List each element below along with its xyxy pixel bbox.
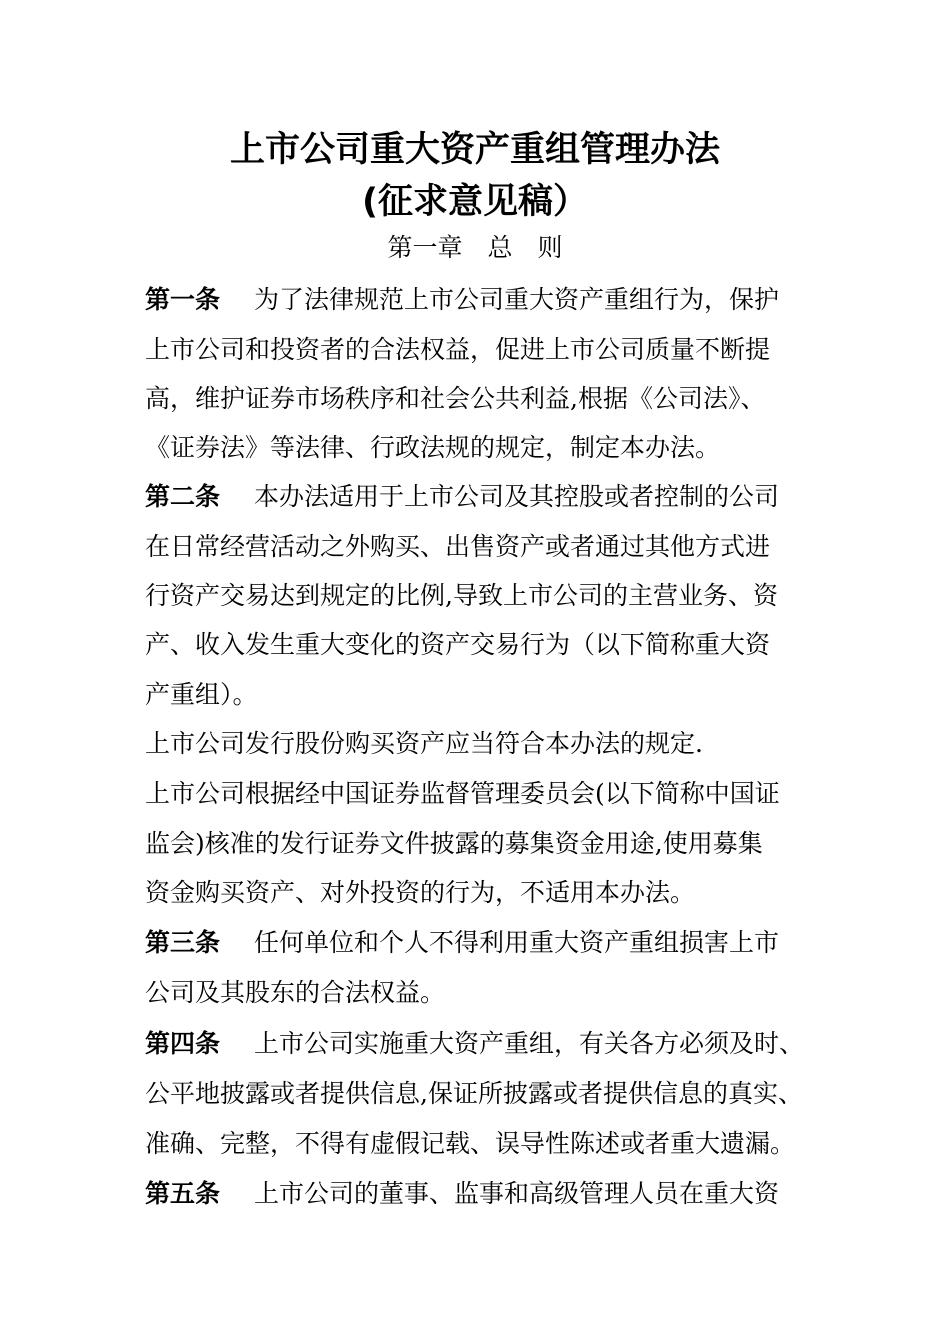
- paragraph-text: 上市公司的董事、监事和高级管理人员在重大资: [254, 1179, 780, 1208]
- article-2-label: 第二条: [145, 482, 221, 511]
- paragraph-text: 本办法适用于上市公司及其控股或者控制的公司: [254, 482, 780, 511]
- paragraph-line: 行资产交易达到规定的比例,导致上市公司的主营业务、资: [145, 581, 778, 610]
- paragraph-line: 上市公司根据经中国证券监督管理委员会(以下简称中国证: [145, 779, 780, 808]
- paragraph-line: 公司及其股东的合法权益。: [145, 978, 446, 1007]
- article-2-line-1: [145, 479, 779, 515]
- paragraph-line: 高，维护证券市场秩序和社会公共利益,根据《公司法》、: [145, 384, 766, 413]
- article-3-label: 第三条: [145, 928, 221, 957]
- paragraph-line: 上市公司发行股份购买资产应当符合本办法的规定.: [145, 729, 703, 758]
- paragraph-line: 准确、完整，不得有虚假记载、误导性陈述或者重大遗漏。: [145, 1129, 796, 1158]
- paragraph-line: 上市公司和投资者的合法权益，促进上市公司质量不断提: [145, 335, 771, 364]
- paragraph-line: 在日常经营活动之外购买、出售资产或者通过其他方式进: [145, 532, 771, 561]
- article-1-line-1: [145, 282, 779, 318]
- article-1-label: 第一条: [145, 285, 221, 314]
- article-4-line-1: [145, 1026, 804, 1062]
- article-5-line-1: [145, 1176, 779, 1212]
- paragraph-line: 《证券法》等法律、行政法规的规定，制定本办法。: [145, 433, 721, 462]
- paragraph-line: 监会)核准的发行证券文件披露的募集资金用途,使用募集: [145, 829, 763, 858]
- paragraph-line: 产重组）。: [145, 680, 258, 709]
- article-5-label: 第五条: [145, 1179, 221, 1208]
- article-4-label: 第四条: [145, 1029, 221, 1058]
- paragraph-text: 上市公司实施重大资产重组，有关各方必须及时、: [254, 1029, 805, 1058]
- article-3-line-1: [145, 925, 779, 961]
- chapter-heading: 第一章 总 则: [387, 233, 563, 262]
- document-title: 上市公司重大资产重组管理办法: [229, 130, 720, 170]
- paragraph-text: 任何单位和个人不得利用重大资产重组损害上市: [254, 928, 780, 957]
- paragraph-line: 公平地披露或者提供信息,保证所披露或者提供信息的真实、: [145, 1079, 803, 1108]
- paragraph-text: 为了法律规范上市公司重大资产重组行为，保护: [254, 285, 780, 314]
- document-subtitle: (征求意见稿）: [362, 182, 588, 222]
- paragraph-line: 资金购买资产、对外投资的行为，不适用本办法。: [145, 878, 696, 907]
- paragraph-line: 产、收入发生重大变化的资产交易行为（以下简称重大资: [145, 630, 771, 659]
